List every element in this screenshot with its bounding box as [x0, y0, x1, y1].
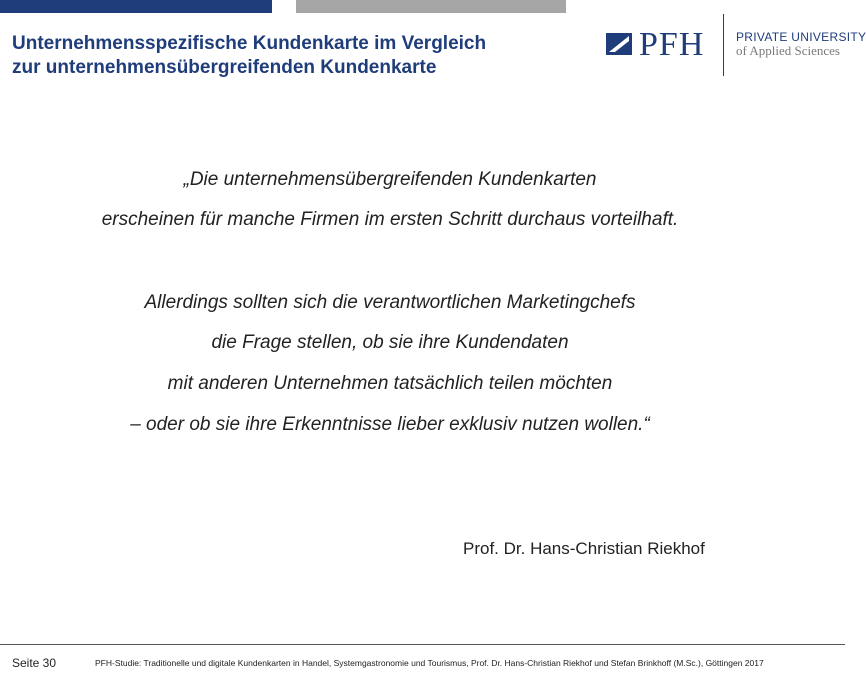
pfh-logo-mark-icon — [606, 33, 632, 55]
slide-title — [12, 32, 602, 80]
header-accent-bar-blue — [0, 0, 272, 13]
page-number: Seite 30 — [12, 656, 57, 670]
quote-line-4: die Frage stellen, ob sie ihre Kundendaten — [211, 332, 569, 353]
quote-line-3: Allerdings sollten sich die verantwortlichen Marketingchefs — [144, 292, 636, 313]
quote-line-5: mit anderen Unternehmen tatsächlich teilen möchten — [167, 373, 613, 394]
quote-line-2: erscheinen für manche Firmen im ersten Schritt durchaus vorteilhaft. — [101, 209, 679, 230]
header-accent-bar-gray — [296, 0, 566, 13]
slide-title-line-1: Unternehmensspezifische Kundenkarte im Vergleich — [12, 33, 487, 54]
source-citation: PFH-Studie: Traditionelle und digitale Kundenkarten in Handel, Systemgastronomie und Tourismus, Prof. Dr. Hans-Christian Riekhof und Stefan Brinkhoff (M.Sc.), Göttingen 2017 — [95, 658, 764, 668]
logo-subtitle-line-1: PRIVATE UNIVERSITY — [736, 30, 866, 44]
quote-line-1: „Die unternehmensübergreifenden Kundenkarten — [183, 169, 597, 190]
logo-divider — [723, 14, 724, 76]
quote-author: Prof. Dr. Hans-Christian Riekhof — [463, 539, 705, 558]
quote-line-6: – oder ob sie ihre Erkenntnisse lieber exklusiv nutzen wollen.“ — [130, 414, 650, 435]
logo-subtitle-line-2: of Applied Sciences — [736, 43, 840, 58]
footer-divider — [0, 644, 845, 645]
logo-text: PFH — [639, 26, 705, 63]
slide-title-line-2: zur unternehmensübergreifenden Kundenkarte — [12, 57, 437, 78]
